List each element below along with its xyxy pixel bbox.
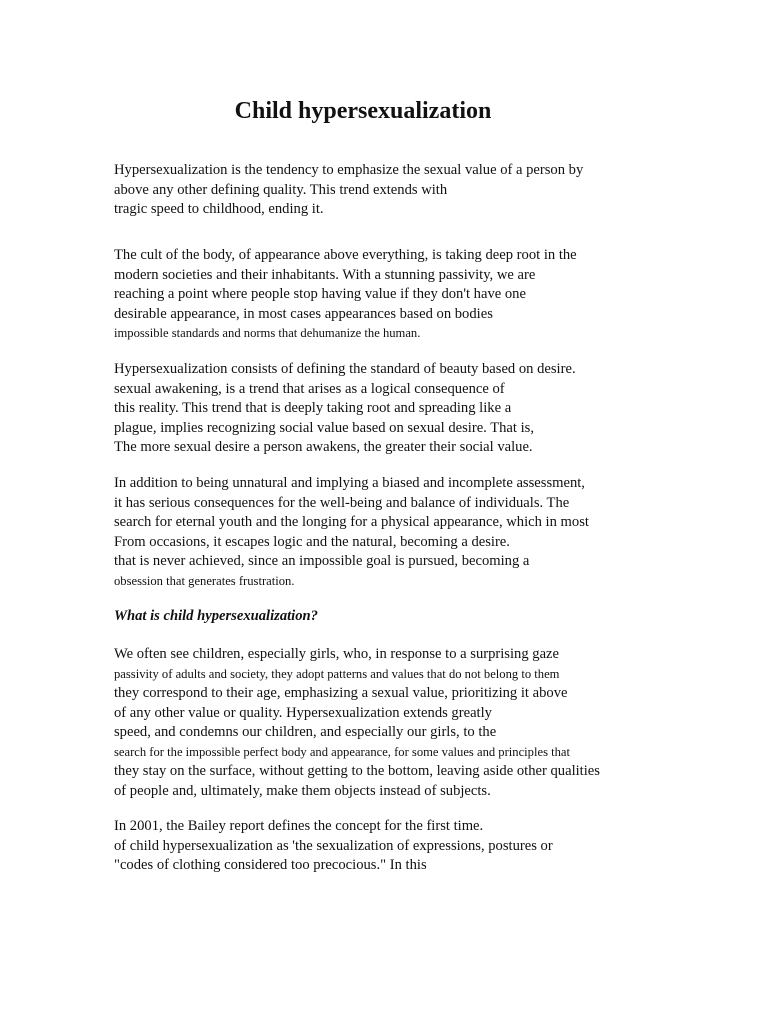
text-line: above any other defining quality. This trend extends with (114, 181, 448, 198)
text-line: The cult of the body, of appearance above everything, is taking deep root in the (114, 247, 577, 263)
text-line: passivity of adults and society, they adopt patterns and values that do not belong to them (114, 666, 560, 681)
text-line: this reality. This trend that is deeply taking root and spreading like a (114, 400, 512, 416)
text-line: The more sexual desire a person awakens, the greater their social value. (114, 439, 533, 455)
section-heading: What is child hypersexualization? (114, 608, 318, 624)
text-line: search for eternal youth and the longing for a physical appearance, which in most (114, 514, 589, 530)
text-line: "codes of clothing considered too precocious." In this (114, 857, 427, 873)
text-line: that is never achieved, since an impossible goal is pursued, becoming a (114, 553, 530, 569)
text-line: impossible standards and norms that dehumanize the human. (114, 326, 421, 340)
text-line: sexual awakening, is a trend that arises as a logical consequence of (114, 380, 505, 397)
text-line: it has serious consequences for the well-being and balance of individuals. The (114, 494, 570, 511)
text-line: In addition to being unnatural and implying a biased and incomplete assessment, (114, 475, 585, 491)
paragraph (114, 161, 714, 220)
text-line: We often see children, especially girls, who, in response to a surprising gaze (114, 646, 560, 662)
text-line: they stay on the surface, without getting to the bottom, leaving aside other qualities (114, 763, 600, 779)
text-line: speed, and condemns our children, and especially our girls, to the (114, 724, 497, 740)
text-line: Hypersexualization is the tendency to emphasize the sexual value of a person by (114, 162, 584, 178)
text-line: From occasions, it escapes logic and the natural, becoming a desire. (114, 533, 510, 550)
text-line: of any other value or quality. Hypersexualization extends greatly (114, 704, 492, 721)
paragraph (114, 645, 714, 801)
text-line: modern societies and their inhabitants. With a stunning passivity, we are (114, 266, 536, 283)
paragraph (114, 474, 714, 591)
text-line: obsession that generates frustration. (114, 573, 295, 588)
text-line: Hypersexualization consists of defining the standard of beauty based on desire. (114, 361, 576, 377)
text-line: they correspond to their age, emphasizing a sexual value, prioritizing it above (114, 685, 568, 701)
text-line: reaching a point where people stop having value if they don't have one (114, 286, 526, 302)
text-line: tragic speed to childhood, ending it. (114, 201, 324, 217)
text-line: of child hypersexualization as 'the sexualization of expressions, postures or (114, 837, 553, 854)
paragraph (114, 246, 714, 344)
text-line: In 2001, the Bailey report defines the concept for the first time. (114, 818, 484, 834)
document-title: Child hypersexualization (234, 98, 492, 124)
text-line: of people and, ultimately, make them objects instead of subjects. (114, 782, 491, 799)
paragraph (114, 360, 714, 458)
text-line: desirable appearance, in most cases appearances based on bodies (114, 305, 493, 322)
text-line: plague, implies recognizing social value based on sexual desire. That is, (114, 419, 534, 436)
paragraph (114, 817, 714, 876)
text-line: search for the impossible perfect body and appearance, for some values and principles that (114, 744, 571, 759)
